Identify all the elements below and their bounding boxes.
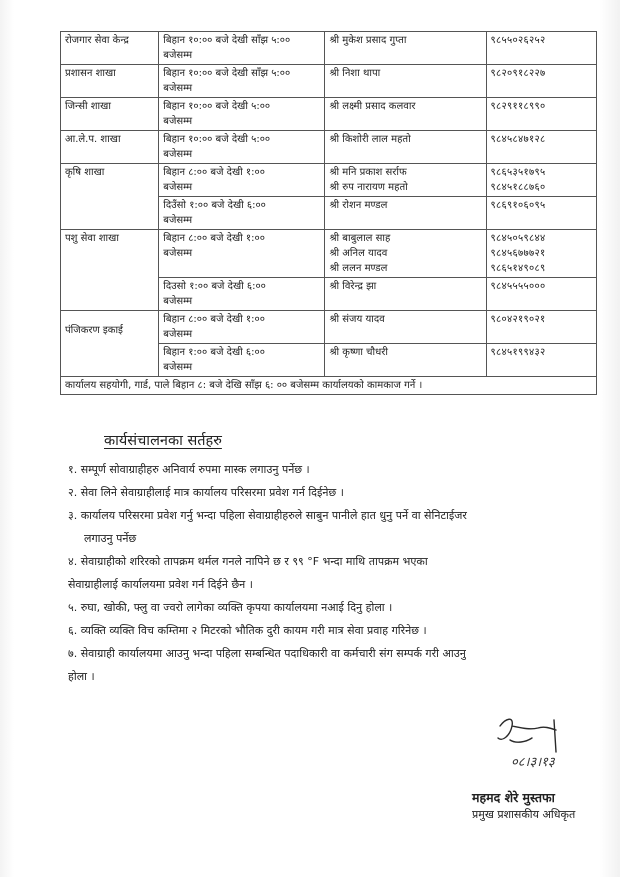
- name-cell: [325, 197, 486, 230]
- time-cell: [159, 311, 325, 344]
- time-line: बजेसम्म: [163, 182, 193, 193]
- condition-item: ५. रुघा, खोकी, फ्लु वा ज्वरो लागेका व्यक्ति कृपया कार्यालयमा नआई दिनु होला ।: [68, 601, 393, 614]
- condition-item-continued: होला ।: [68, 670, 95, 683]
- officer-title: प्रमुख प्रशासकीय अधिकृत: [472, 808, 576, 821]
- phone-number: ९८४५८४७१२८: [490, 134, 546, 145]
- staff-name: श्री लक्ष्मी प्रसाद कलवार: [329, 101, 416, 112]
- time-line: बिहान १०:०० बजे देखी साँझ ५:००: [163, 68, 291, 79]
- phone-number: ९८६९१०६०९५: [490, 200, 546, 211]
- conditions-list: [68, 458, 588, 688]
- time-line: बजेसम्म: [163, 149, 193, 160]
- time-line: बिहान ८:०० बजे देखी १:००: [163, 314, 265, 325]
- table-row: [61, 131, 597, 164]
- staff-name: श्री कृष्णा चौधरी: [329, 347, 388, 358]
- table-row: [61, 98, 597, 131]
- name-cell: [325, 344, 486, 377]
- time-line: बिहान ८:०० बजे देखी १:००: [163, 167, 265, 178]
- staff-name: श्री मनि प्रकाश सर्राफ: [329, 167, 407, 178]
- time-cell: [159, 65, 325, 98]
- time-line: दिउँसो १:०० बजे देखी ६:००: [163, 200, 266, 211]
- time-line: बिहान ८:०० बजे देखी १:००: [163, 233, 265, 244]
- time-cell: [159, 230, 325, 278]
- time-line: बजेसम्म: [163, 329, 193, 340]
- section-cell: पशु सेवा शाखा: [61, 230, 159, 311]
- name-cell: [325, 32, 486, 65]
- phone-cell: [486, 311, 596, 344]
- phone-cell: [486, 197, 596, 230]
- time-line: बजेसम्म: [163, 116, 193, 127]
- staff-name: श्री विरेन्द्र झा: [329, 281, 377, 292]
- time-cell: [159, 98, 325, 131]
- section-cell: आ.ले.प. शाखा: [61, 131, 159, 164]
- phone-cell: [486, 278, 596, 311]
- section-cell: कृषि शाखा: [61, 164, 159, 230]
- name-cell: [325, 98, 486, 131]
- time-cell: [159, 278, 325, 311]
- section-cell: जिन्सी शाखा: [61, 98, 159, 131]
- name-cell: [325, 164, 486, 197]
- condition-item: १. सम्पूर्ण सोवाग्राहीहरु अनिवार्य रुपमा मास्क लगाउनु पर्नेछ ।: [68, 463, 310, 476]
- staff-name: श्री संजय यादव: [329, 314, 385, 325]
- time-line: बजेसम्म: [163, 362, 193, 373]
- condition-item: ४. सेवाग्राहीको शरिरको तापक्रम थर्मल गनले नापिने छ र ९९ °F भन्दा माथि तापक्रम भएका: [68, 555, 428, 568]
- condition-item: ६. व्यक्ति व्यक्ति विच कम्तिमा २ मिटरको भौतिक दुरी कायम गरी मात्र सेवा प्रवाह गरिनेछ ।: [68, 624, 427, 637]
- name-cell: [325, 131, 486, 164]
- time-line: दिउसो १:०० बजे देखी ६:००: [163, 281, 266, 292]
- staff-name: श्री अनिल यादव: [329, 248, 388, 259]
- phone-number: ९८०४२१९०२१: [490, 314, 546, 325]
- section-cell: पंजिकरण इकाई: [61, 311, 159, 377]
- name-cell: [325, 230, 486, 278]
- table-row: [61, 164, 597, 197]
- staff-hours-note: कार्यालय सहयोगी, गार्ड, पाले बिहान ८: बजे देखि साँझ ६: ०० बजेसम्म कार्यालयको कामकाज गर्ने ।: [61, 377, 597, 395]
- staff-name: श्री बाबुलाल साह: [329, 233, 391, 244]
- name-cell: [325, 278, 486, 311]
- phone-number: ९८४५१८८७६०: [490, 182, 546, 193]
- staff-name: श्री ललन मण्डल: [329, 263, 388, 274]
- staff-name: श्री मुकेश प्रसाद गुप्ता: [329, 35, 407, 46]
- time-line: बिहान १०:०० बजे देखी ५:००: [163, 101, 271, 112]
- phone-number: ९८४५०५९८४४: [490, 233, 546, 244]
- table-row: [61, 311, 597, 344]
- condition-item: ७. सेवाग्राही कार्यालयमा आउनु भन्दा पहिला सम्बन्धित पदाधिकारी वा कर्मचारी संग सम्पर्क गरी आउनु: [68, 647, 466, 660]
- staff-name: श्री रोशन मण्डल: [329, 200, 388, 211]
- time-cell: [159, 131, 325, 164]
- condition-item: २. सेवा लिने सेवाग्राहीलाई मात्र कार्यालय परिसरमा प्रवेश गर्न दिईनेछ ।: [68, 486, 344, 499]
- table-row: [61, 32, 597, 65]
- time-line: बजेसम्म: [163, 248, 193, 259]
- name-cell: [325, 311, 486, 344]
- table-row: [61, 65, 597, 98]
- signature-date: ०८।३।१३: [511, 755, 555, 770]
- condition-item-continued: लगाउनु पर्नेछ: [84, 532, 137, 545]
- name-cell: [325, 65, 486, 98]
- condition-item: ३. कार्यालय परिसरमा प्रवेश गर्नु भन्दा पहिला सेवाग्राहीहरुले साबुन पानीले हात धुनु पर्ने वा सेनिटाईजर: [68, 509, 467, 522]
- time-cell: [159, 32, 325, 65]
- office-schedule-table: [60, 31, 597, 395]
- time-line: बजेसम्म: [163, 215, 193, 226]
- phone-cell: [486, 32, 596, 65]
- time-cell: [159, 164, 325, 197]
- phone-cell: [486, 230, 596, 278]
- time-line: बिहान १:०० बजे देखी ६:००: [163, 347, 265, 358]
- phone-cell: [486, 164, 596, 197]
- section-cell: प्रशासन शाखा: [61, 65, 159, 98]
- staff-name: श्री निशा थापा: [329, 68, 381, 79]
- phone-cell: [486, 65, 596, 98]
- time-line: बजेसम्म: [163, 83, 193, 94]
- phone-cell: [486, 344, 596, 377]
- time-cell: [159, 344, 325, 377]
- phone-number: ९८६५३५१७९५: [490, 167, 546, 178]
- staff-name: श्री किशोरी लाल महतो: [329, 134, 411, 145]
- time-line: बिहान १०:०० बजे देखी साँझ ५:००: [163, 35, 291, 46]
- phone-number: ९८६५१४९०८९: [490, 263, 546, 274]
- time-cell: [159, 197, 325, 230]
- phone-number: ९८४५५५५०००: [490, 281, 546, 292]
- phone-cell: [486, 131, 596, 164]
- phone-number: ९८५५०२६२५२: [490, 35, 546, 46]
- time-line: बिहान १०:०० बजे देखी ५:००: [163, 134, 271, 145]
- officer-name: महमद शेरे मुस्तफा: [472, 790, 555, 805]
- phone-number: ९८२९११८९९०: [490, 101, 546, 112]
- staff-name: श्री रुप नारायण महतो: [329, 182, 408, 193]
- table-row: [61, 377, 597, 395]
- section-cell: रोजगार सेवा केन्द्र: [61, 32, 159, 65]
- phone-number: ९८४५१९९४३२: [490, 347, 546, 358]
- table-row: [61, 230, 597, 278]
- phone-number: ९८४५६७७७२१: [490, 248, 546, 259]
- time-line: बजेसम्म: [163, 50, 193, 61]
- condition-item-continued: सेवाग्राहीलाई कार्यालयमा प्रवेश गर्न दिईने छैन ।: [68, 578, 253, 591]
- phone-number: ९८२०९१८२२७: [490, 68, 546, 79]
- time-line: बजेसम्म: [163, 296, 193, 307]
- phone-cell: [486, 98, 596, 131]
- conditions-heading: कार्यसंचालनका सर्तहरु: [104, 433, 222, 449]
